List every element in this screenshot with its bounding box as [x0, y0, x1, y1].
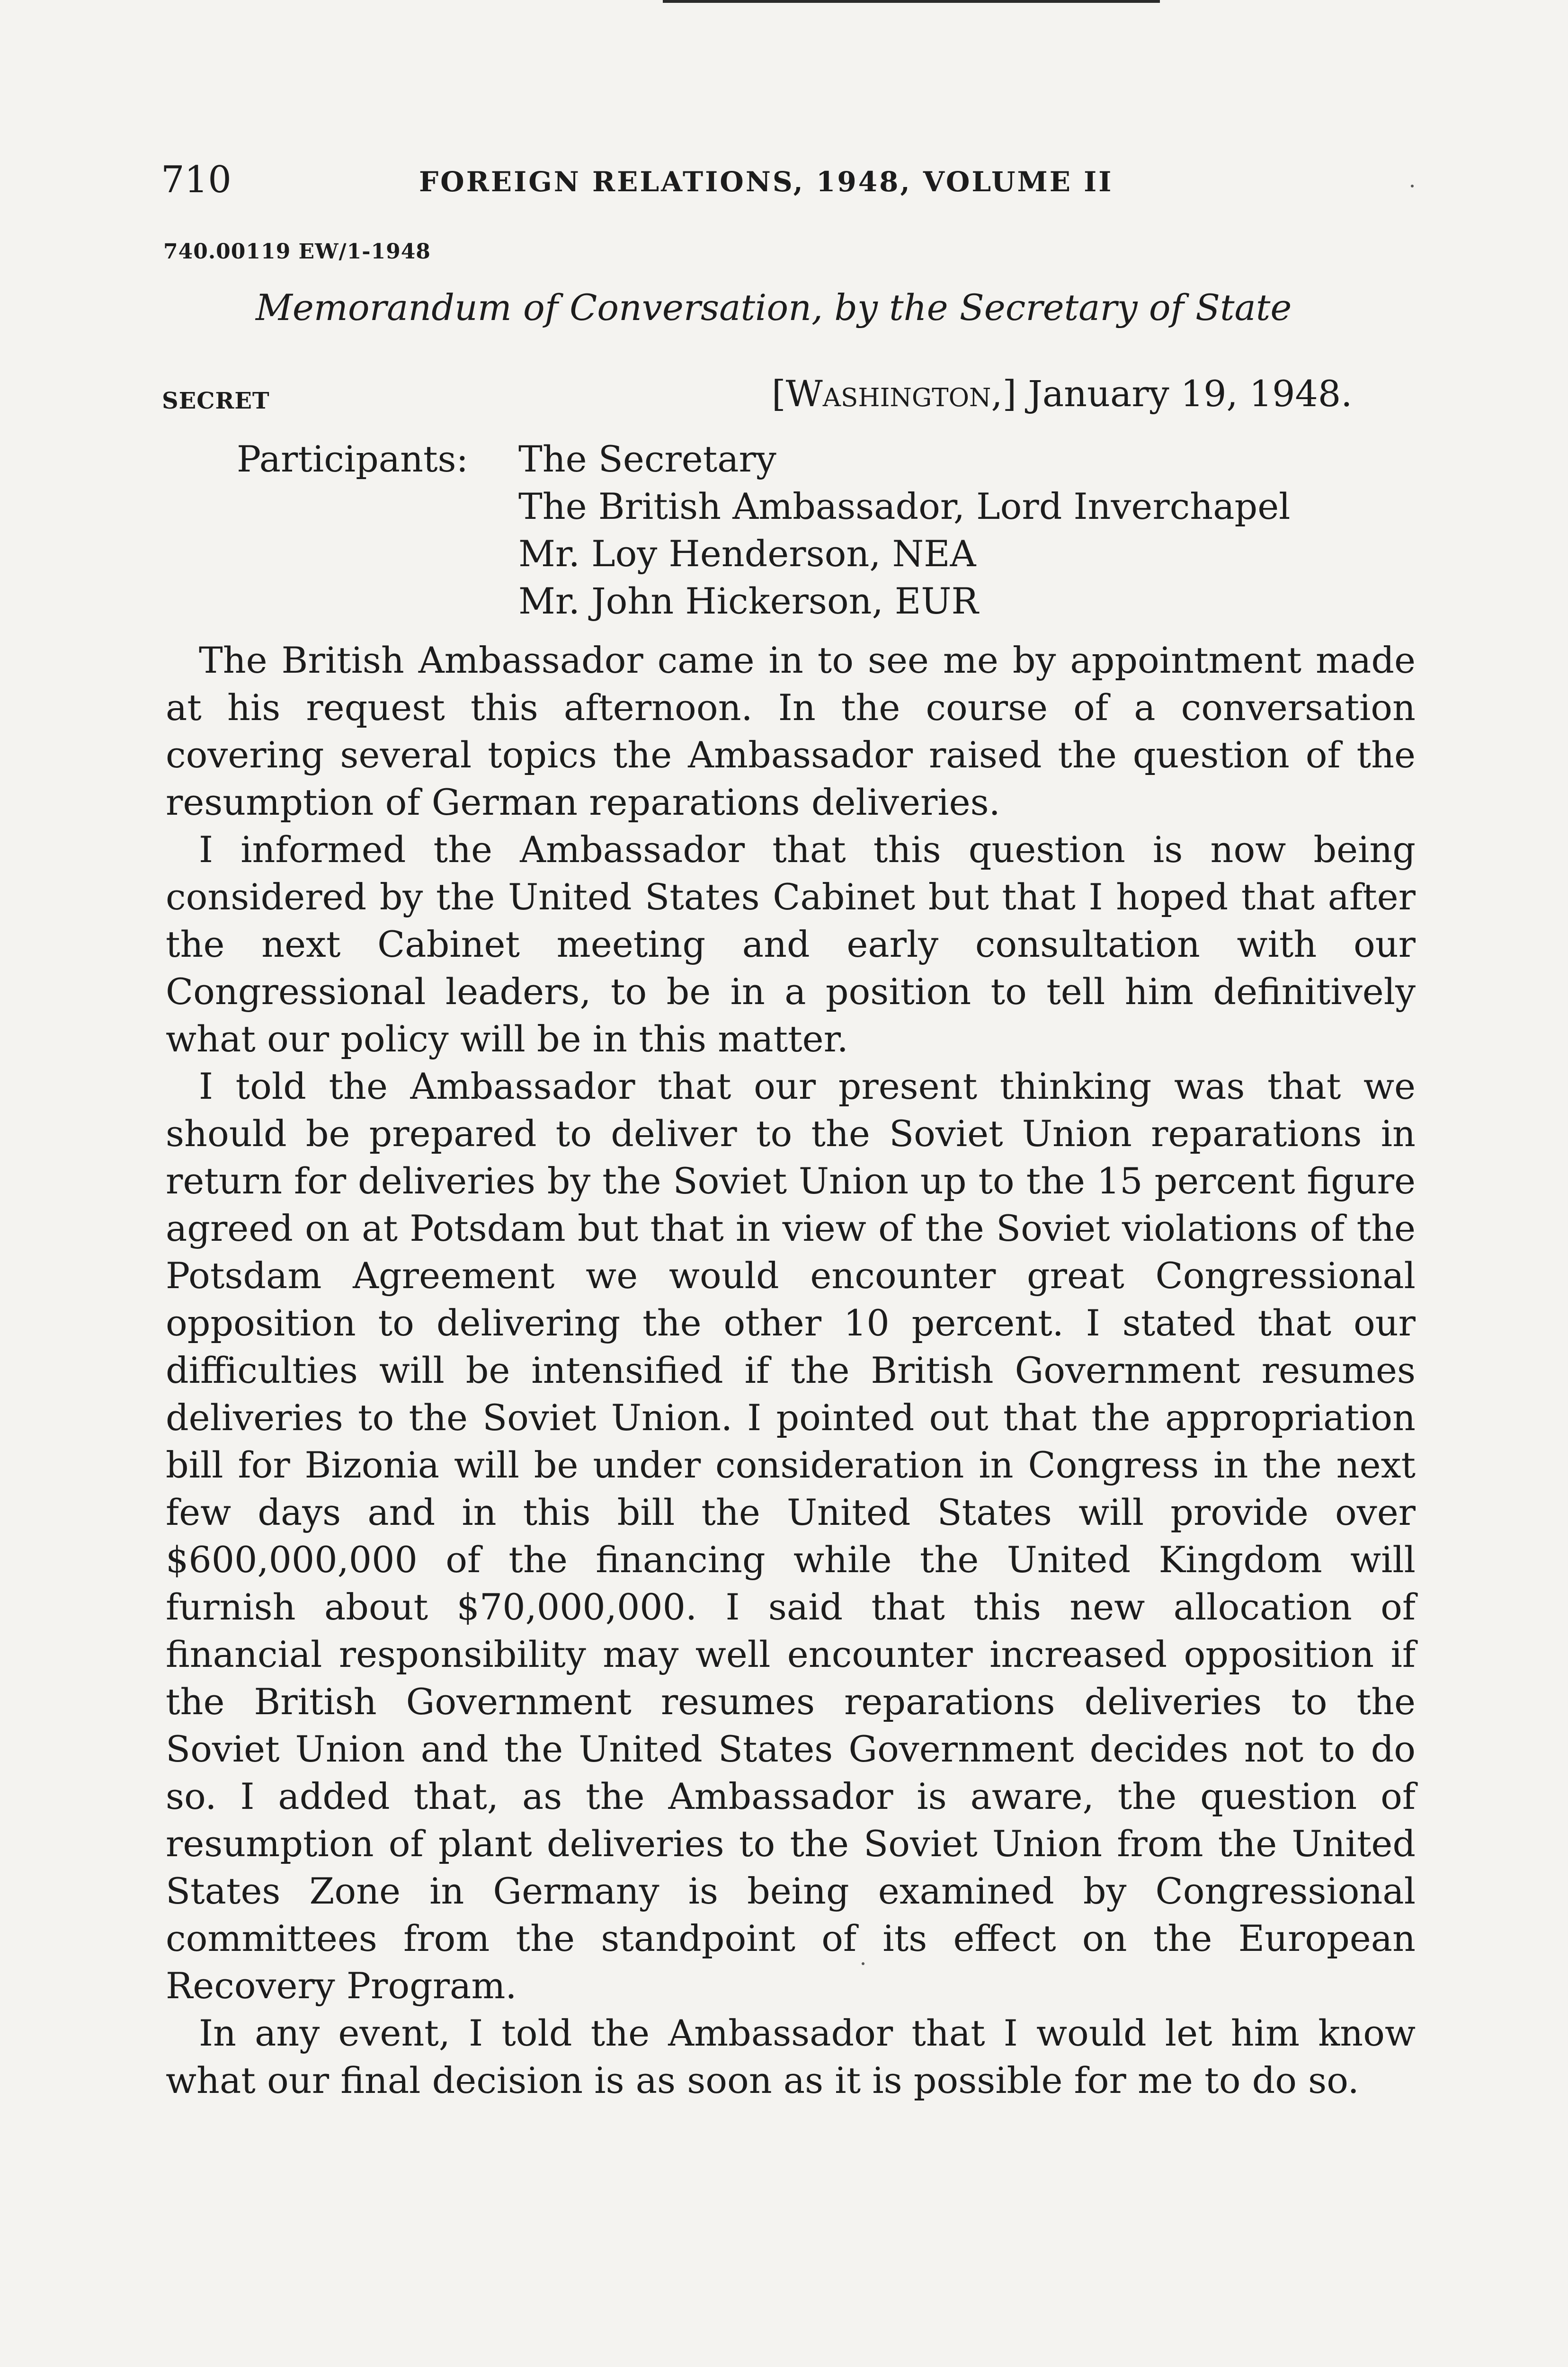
body-paragraph: The British Ambassador came in to see me by appointment made at his request this afternoon. In the course of a conversation covering several topics the Ambassador raised the question of the resumption of German reparations deliveries. [166, 639, 1416, 823]
stray-mark [862, 1962, 864, 1965]
stray-mark [1411, 185, 1414, 187]
classification-label: SECRET [162, 388, 270, 414]
participants-label: Participants: [237, 438, 469, 480]
dateline-date: January 19, 1948. [1028, 373, 1353, 415]
page-number: 710 [161, 159, 232, 201]
participant-item: Mr. Loy Henderson, NEA [518, 533, 976, 575]
participant-list [518, 436, 1290, 625]
participant-item: The Secretary [518, 438, 776, 480]
body-paragraph: In any event, I told the Ambassador that I would let him know what our final decision is as soon as it is possible for me to do so. [166, 2012, 1416, 2101]
body-paragraph: I informed the Ambassador that this question is now being considered by the United States Cabinet but that I hoped that after the next Cabinet meeting and early consultation with our Congressional leaders, to be in a position to tell him definitively what our policy will be in this matter. [166, 828, 1416, 1060]
document-title: Memorandum of Conversation, by the Secretary of State [256, 286, 1292, 329]
body-paragraph: I told the Ambassador that our present thinking was that we should be prepared to deliver to the Soviet Union reparations in return for deliveries by the Soviet Union up to the 15 percent figure agreed on at Potsdam but that in view of the Soviet violations of the Potsdam Agreement we would encounter great Congressional opposition to delivering the other 10 percent. I stated that our difficulties will be intensified if the British Government resumes deliveries to the Soviet Union. I pointed out that the appropriation bill for Bizonia will be under consideration in Congress in the next few days and in this bill the United States will provide over $600,000,000 of the financing while the United Kingdom will furnish about $70,000,000. I said that this new allocation of financial responsibility may well encounter increased opposition if the British Government resumes reparations deliveries to the Soviet Union and the United States Government decides not to do so. I added that, as the Ambassador is aware, the question of resumption of plant deliveries to the Soviet Union from the United States Zone in Germany is being examined by Congressional committees from the standpoint of its effect on the European Recovery Program. [166, 1065, 1416, 2007]
participant-item: The British Ambassador, Lord Inverchapel [518, 485, 1291, 527]
volume-title: FOREIGN RELATIONS, 1948, VOLUME II [419, 166, 1114, 198]
file-number: 740.00119 EW/1-1948 [163, 240, 431, 264]
running-head [161, 156, 1420, 208]
participant-item: Mr. John Hickerson, EUR [518, 580, 979, 622]
dateline [772, 370, 1352, 418]
top-edge-rule [663, 0, 1160, 3]
memorandum-body [166, 637, 1416, 2104]
dateline-place: [Washington,] [772, 373, 1017, 415]
